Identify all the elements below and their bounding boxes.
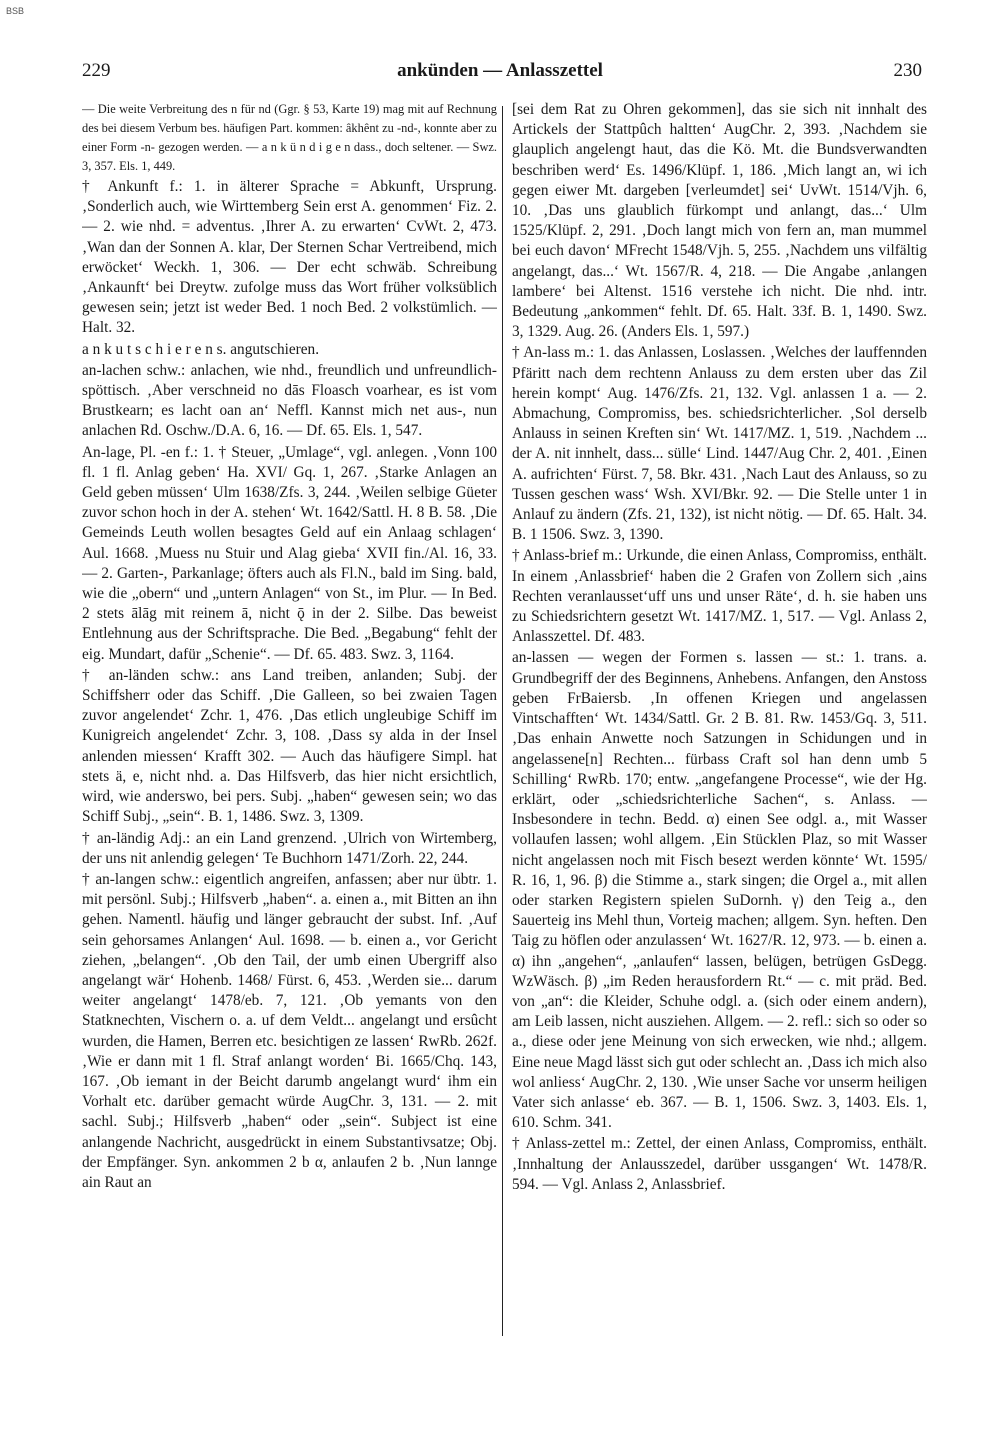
- dictionary-entry: An-lage, Pl. -en f.: 1. † Steuer, „Umlage“, vgl. anlegen. ‚Vonn 100 fl. 1 fl. Anlag geben‘ Ha. XVI/ Gq. 1, 267. ‚Starke Anlagen an Geld geben müssen‘ Ulm 1638/Zfs. 3, 244. ‚Weilen selbige Güeter zuvor schon hoch in der A. stehen‘ Wt. 1642/Sattl. H. 8 B. 58. ‚Die Gemeinds Leuth wollen besagtes Geld auf ein Anlaag schlagen‘ Aul. 1668. ‚Muess nu Stuir und Alag gieba‘ XVII fin./Al. 16, 33. — 2. Garten-, Parkanlage; öfters auch als Fl.N., bald im Sing. bald, wie die „obern“ und „untern Anlagen“ von St., im Plur. — In Bed. 2 stets ālāg mit reinem ā, nicht ǭ in der 2. Silbe. Das beweist Entlehnung aus der Schriftsprache. Die Bed. „Begabung“ fehlt der eig. Mundart, dafür „Schenie“. — Df. 65. 483. Swz. 3, 1164.: [82, 443, 497, 663]
- dictionary-entry: † An-lass m.: 1. das Anlassen, Loslassen. ‚Welches der lauffennden Pfäritt nach dem rechtenn Anlauss zu dem ersten uber das Zil herein kompt‘ Aug. 1476/Zfs. 21, 132. Vgl. anlassen 1 a. — 2. Abmachung, Compromiss, bes. schiedsrichterlicher. ‚Sol derselb Anlauss in seinen Kreften sin‘ Wt. 1417/MZ. 1, 519. ‚Nachdem ... der A. nit innhelt, dass... sülle‘ Lind. 1447/Aug Chr. 2, 401. ‚Einen A. aufrichten‘ Fürst. 7, 58. Bkr. 431. ‚Nach Laut des Anlauss, so zu Tussen geschen wass‘ Wsh. XVI/Bkr. 92. — Die Stelle unter 1 in Anlauf zu ändern (Zfs. 21, 132), ist nicht nötig. — Df. 65. Halt. 34. B. 1 1506. Swz. 3, 1390.: [512, 344, 927, 544]
- page-number-left: 229: [82, 60, 111, 81]
- dictionary-entry: an-lassen — wegen der Formen s. lassen — st.: 1. trans. a. Grundbegriff der des Beginnens, Anhebens. Anfangen, den Anstoss geben FrBaiersb. ‚In offenen Kriegen und angelassen Vintschafften‘ Wt. 1434/Sattl. Gr. 2 B. 81. Rw. 1453/Gq. 3, 511. ‚Das enhain Anwette noch Satzungen in Schidungen und in angelassene[n] Rechten... fürbass Craft sol han denn umb 5 Schilling‘ RwRb. 170; entw. „angefangene Processe“, wie der Hg. erklärt, oder „schiedsrichterliche Sachen“, s. Anlass. — Insbesondere in techn. Bedd. α) einen See odgl. a., mit Wasser vollaufen lassen; wohl allgem. ‚Ein Stücklen Plaz, so mit Wasser nicht angelassen noch mit Fisch besezt werden könnte‘ Wt. 1595/ R. 16, 1, 96. β) die Stimme a., stark singen; die Orgel a., mit allen oder starken Registern spielen SuDornh. γ) den Teig a., den Sauerteig ins Mehl thun, Vorteig machen; allgem. Syn. heften. Den Taig zu höflen oder anzulassen‘ Wt. 1627/R. 12, 973. — b. einen a. α) ihn „angehen“, „anlaufen“ lassen, belügen, betrügen GsDegg. WzWäsch. β) „im Reden herausfordern Rt.“ — c. mit präd. Bed. von „an“: die Kleider, Schuhe odgl. a. (sich oder einem andern), am Leib lassen, nicht ausziehen. Allgem. — 2. refl.: sich so oder so a., diese oder jene Meinung von sich erwecken, wie nhd.; allgem. Eine neue Magd lässt sich gut oder schlecht an. ‚Dass ich mich also wol anliess‘ AugChr. 2, 130. ‚Wie unser Sache vor unserm heiligen Vater sich anlasse‘ eb. 367. — B. 1, 1506. Swz. 3, 1403. Els. 1, 610. Schm. 341.: [512, 649, 927, 1132]
- dictionary-entry: † Anlass-brief m.: Urkunde, die einen Anlass, Compromiss, enthält. In einem ‚Anlassbrief‘ haben die 2 Grafen von Zollern sich ‚ains Rechten veranlausset‘uff uns und unser Räte‘, d. h. sie haben uns zu Schiedsrichtern gesetzt Wt. 1417/MZ. 1, 517. — Vgl. Anlass 2, Anlasszettel. Df. 483.: [512, 547, 927, 646]
- left-column: [82, 100, 497, 1430]
- dictionary-entry: a n k u t s c h i e r e n s. angutschieren.: [82, 340, 320, 358]
- dictionary-entry: † an-ländig Adj.: an ein Land grenzend. ‚Ulrich von Wirtemberg, der uns nit anlendig gelegen‘ Te Buchhorn 1471/Zorh. 22, 244.: [82, 829, 497, 867]
- running-title: ankünden — Anlasszettel: [397, 60, 603, 81]
- page-header: [0, 60, 1000, 90]
- dictionary-entry: — Die weite Verbreitung des n für nd (Ggr. § 53, Karte 19) mag mit auf Rechnung des bei diesem Verbum bes. häufigen Part. kommen: âkhênt zu -nd-, konnte aber zu einer Form -n- gezogen werden. — a n k ü n d i g e n dass., doch seltener. — Swz. 3, 357. Els. 1, 449.: [82, 102, 497, 173]
- library-stamp: BSB: [6, 6, 25, 16]
- page-number-right: 230: [893, 60, 922, 81]
- dictionary-entry: † Ankunft f.: 1. in älterer Sprache = Abkunft, Ursprung. ‚Sonderlich auch, wie Wirttemberg Sein erst A. genommen‘ Fiz. 2. — 2. wie nhd. = adventus. ‚Ihrer A. zu erwarten‘ CvWt. 2, 473. ‚Wan dan der Sonnen A. klar, Der Sternen Schar Vertreibend, mich erwöcket‘ Weckh. 1, 306. — Der echt schwäb. Schreibung ‚Ankaunft‘ bei Dreytw. zufolge muss das Wort früher volksüblich gewesen sein; jetzt ist weder Bed. 1 noch Bed. 2 volkstümlich. — Halt. 32.: [82, 178, 497, 337]
- dictionary-entry: [sei dem Rat zu Ohren gekommen], das sie sich nit innhalt des Artickels der Stattpûch haltten‘ AugChr. 2, 393. ‚Nachdem sie glauplich angelengt haut, das die Kö. Mt. die Bundsverwandten beschriben werd‘ Es. 1496/Klüpf. 1, 186. ‚Mich langt an, wi ich gegen eiwer Mt. dargeben [verleumdet] sei‘ UvWt. 1514/Vjh. 6, 10. ‚Das uns glaublich fürkompt und anlangt, das...‘ Ulm 1525/Klüpf. 2, 291. ‚Doch langt mich von fern an, man mummel bei euch davon‘ MFrecht 1548/Vjh. 5, 255. ‚Nachdem uns vilfältig angelangt, das...‘ Wt. 1567/R. 4, 218. — Die Angabe ‚anlangen lambere‘ bei Altenst. 1516 verstehe ich nicht. Die nhd. intr. Bedeutung „ankommen“ fehlt. Df. 65. Halt. 33f. B. 1, 1490. Swz. 3, 1329. Aug. 26. (Anders Els. 1, 597.): [512, 101, 927, 341]
- dictionary-entry: † an-langen schw.: eigentlich angreifen, anfassen; aber nur übtr. 1. mit persönl. Subj.; Hilfsverb „haben“. a. einen a., mit Bitten an ihn gehen. Namentl. häufig und länger gebraucht der subst. Inf. ‚Auf sein gehorsames Anlangen‘ Aul. 1698. — b. einen a., vor Gericht ziehen, „belangen“. ‚Ob den Tail, der umb einen Ubergriff also angelangt wär‘ Hohenb. 1468/ Fürst. 6, 453. ‚Werden sie... darum weiter angelangt‘ 1478/eb. 7, 121. ‚Ob yemants von den Statknechten, Vischern o. a. uf dem Veldt... angelangt und ersûcht wurden, die Hamen, Berren etc. besichtigen ze lassen‘ RwRb. 262f. ‚Wie er dann mit 1 fl. Straf anlangt worden‘ Bi. 1665/Chq. 143, 167. ‚Ob iemant in der Beicht darumb angelangt wurd‘ ihm ein Vorhalt etc. darüber gemacht würde AugChr. 3, 131. — 2. mit sachl. Subj.; Hilfsverb „haben“ oder „sein“. Subject ist eine anlangende Nachricht, ausgedrückt in einem Substantivsatze; Obj. der Empfänger. Syn. ankommen 2 b α, anlaufen 2 b. ‚Nun lannge ain Raut an: [82, 870, 497, 1191]
- dictionary-entry: † Anlass-zettel m.: Zettel, der einen Anlass, Compromiss, enthält. ‚Innhaltung der Anlausszedel, darüber ussgangen‘ Wt. 1478/R. 594. — Vgl. Anlass 2, Anlassbrief.: [512, 1135, 927, 1193]
- dictionary-entry: † an-länden schw.: ans Land treiben, anlanden; Subj. der Schiffsherr oder das Schiff. ‚Die Galleen, so bei zwaien Tagen zuvor angelendet‘ Zchr. 1, 476. ‚Das etlich ungleubige Schiff im Kunigreich angelendet‘ Zchr. 3, 108. ‚Dass sy alda in der Insel anlenden miessen‘ Krafft 302. — Auch das häufigere Simpl. hat stets ä, e, nicht nhd. a. Das Hilfsverb, das hier nicht ersichtlich, wird, wie anderswo, bei pers. Subj. „haben“ gewesen sein; wo das Schiff Subj., „sein“. B. 1, 1486. Swz. 3, 1309.: [82, 666, 497, 826]
- dictionary-entry: an-lachen schw.: anlachen, wie nhd., freundlich und unfreundlich-spöttisch. ‚Aber verschneid no dās Floasch voarhear, es ist vom Brustkearn; es lacht oan an‘ Neffl. Kannst mich net aus-, nun anlachen Rd. Oschw./D.A. 6, 16. — Df. 65. Els. 1, 547.: [82, 361, 497, 440]
- column-divider: [502, 106, 503, 1336]
- right-column: [512, 100, 927, 1430]
